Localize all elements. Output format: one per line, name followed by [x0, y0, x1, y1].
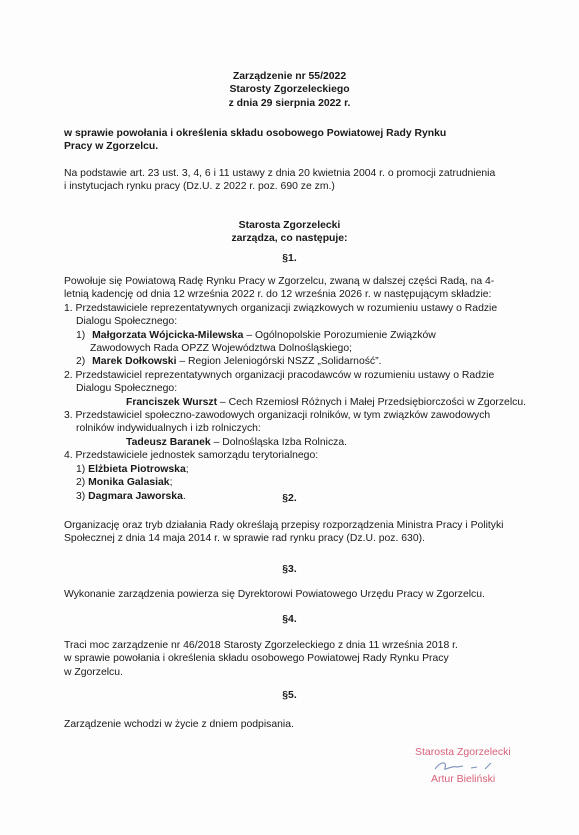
item-number: 1) — [76, 329, 86, 341]
group-3-heading: 3. Przedstawiciel społeczno-zawodowych organizacji rolników, w tym związków zawodowych — [64, 410, 491, 422]
handwritten-signature — [433, 759, 503, 773]
group-2-heading: Dialogu Społecznego: — [76, 383, 178, 395]
section-3-line: Wykonanie zarządzenia powierza się Dyrektorowi Powiatowego Urzędu Pracy w Zgorzelcu. — [64, 589, 485, 600]
section-4-line: w sprawie powołania i określenia składu osobowego Powiatowej Rady Rynku Pracy — [64, 653, 449, 665]
list-item — [64, 396, 524, 409]
legal-basis-line: Na podstawie art. 23 ust. 3, 4, 6 i 11 ustawy z dnia 20 kwietnia 2004 r. o promocji zatrudnienia — [64, 168, 496, 179]
list-item — [64, 463, 524, 476]
member-name: Małgorzata Wójcicka-Milewska — [92, 329, 244, 341]
item-number: 2) — [76, 356, 86, 368]
section-3-body — [64, 588, 485, 601]
member-affiliation: – Ogólnopolskie Porozumienie Związków — [243, 329, 436, 341]
section-heading: §3. — [282, 564, 297, 575]
decree-formula — [0, 219, 579, 246]
group-4-heading: 4. Przedstawiciele jednostek samorządu terytorialnego: — [64, 450, 319, 462]
document-subject — [64, 127, 446, 154]
section-2-body — [64, 519, 503, 546]
signature-stamp — [415, 746, 545, 786]
section-5-line: Zarządzenie wchodzi w życie z dniem podpisania. — [64, 719, 294, 730]
group-3-heading: rolników indywidualnych i izb rolniczych: — [76, 423, 261, 435]
stamp-title: Starosta Zgorzelecki — [415, 746, 511, 758]
punctuation: ; — [169, 477, 173, 489]
section-4-line: Traci moc zarządzenie nr 46/2018 Starosty Zgorzeleckiego z dnia 11 września 2018 r. — [64, 640, 458, 651]
member-affiliation: Zawodowych Rada OPZZ Województwa Dolnośląskiego; — [90, 343, 352, 355]
member-affiliation: – Dolnośląska Izba Rolnicza. — [210, 436, 348, 448]
list-item — [64, 436, 524, 449]
header-issuer: Starosty Zgorzeleckiego — [229, 84, 350, 96]
section-heading: §5. — [282, 690, 297, 701]
section-4-body — [64, 639, 521, 679]
group-1-heading: 1. Przedstawiciele reprezentatywnych organizacji związkowych w rozumieniu ustawy o Radzie — [64, 302, 498, 314]
item-number: 2) — [76, 477, 86, 489]
legal-basis-line: i instytucjach rynku pracy (Dz.U. z 2022 r. poz. 690 ze zm.) — [64, 181, 335, 193]
member-name: Monika Galasiak — [88, 477, 170, 489]
section-heading: §1. — [282, 253, 297, 264]
member-name: Elżbieta Piotrowska — [88, 463, 186, 475]
group-2-heading: 2. Przedstawiciel reprezentatywnych organizacji pracodawców w rozumieniu ustawy o Radzie — [64, 369, 495, 381]
header-title: Zarządzenie nr 55/2022 — [232, 71, 347, 82]
punctuation: ; — [185, 463, 189, 475]
list-item — [64, 476, 524, 489]
subject-line: w sprawie powołania i określenia składu osobowego Powiatowej Rady Rynku — [64, 128, 447, 139]
stamp-name: Artur Bieliński — [431, 773, 496, 785]
group-1-heading: Dialogu Społecznego: — [76, 316, 178, 328]
punctuation: . — [182, 490, 186, 502]
member-name: Marek Dołkowski — [92, 356, 177, 368]
subject-line: Pracy w Zgorzelcu. — [64, 141, 159, 153]
member-name: Dagmara Jaworska — [88, 490, 183, 502]
member-name: Tadeusz Baranek — [126, 436, 211, 448]
decree-statement: zarządza, co następuje: — [231, 233, 348, 245]
member-affiliation: – Region Jeleniogórski NSZZ „Solidarność”. — [176, 356, 382, 368]
section-2-line: Organizację oraz tryb działania Rady określają przepisy rozporządzenia Ministra Pracy i Polityki — [64, 520, 504, 531]
decree-issuer: Starosta Zgorzelecki — [238, 220, 341, 231]
list-item — [64, 329, 524, 342]
section-1-intro: Powołuje się Powiatową Radę Rynku Pracy w Zgorzelcu, zwaną w dalszej części Radą, na 4- — [64, 276, 495, 287]
item-number: 1) — [76, 463, 86, 475]
document-header — [0, 70, 579, 110]
member-affiliation: – Cech Rzemiosł Różnych i Małej Przedsiębiorczości w Zgorzelcu. — [217, 396, 526, 408]
section-5-body — [64, 718, 294, 731]
list-item — [64, 355, 524, 368]
section-4-line: w Zgorzelcu. — [64, 666, 123, 678]
section-heading: §2. — [282, 493, 297, 504]
section-1-intro: letnią kadencję od dnia 12 września 2022 r. do 12 września 2026 r. w następującym składzie: — [64, 289, 492, 301]
header-date: z dnia 29 sierpnia 2022 r. — [228, 97, 351, 109]
legal-basis — [64, 167, 495, 194]
section-1-body — [64, 275, 524, 503]
section-heading: §4. — [282, 614, 297, 625]
item-number: 3) — [76, 490, 86, 502]
section-2-line: Społecznej z dnia 14 maja 2014 r. w sprawie rad rynku pracy (Dz.U. poz. 630). — [64, 533, 425, 545]
member-name: Franciszek Wurszt — [126, 396, 218, 408]
